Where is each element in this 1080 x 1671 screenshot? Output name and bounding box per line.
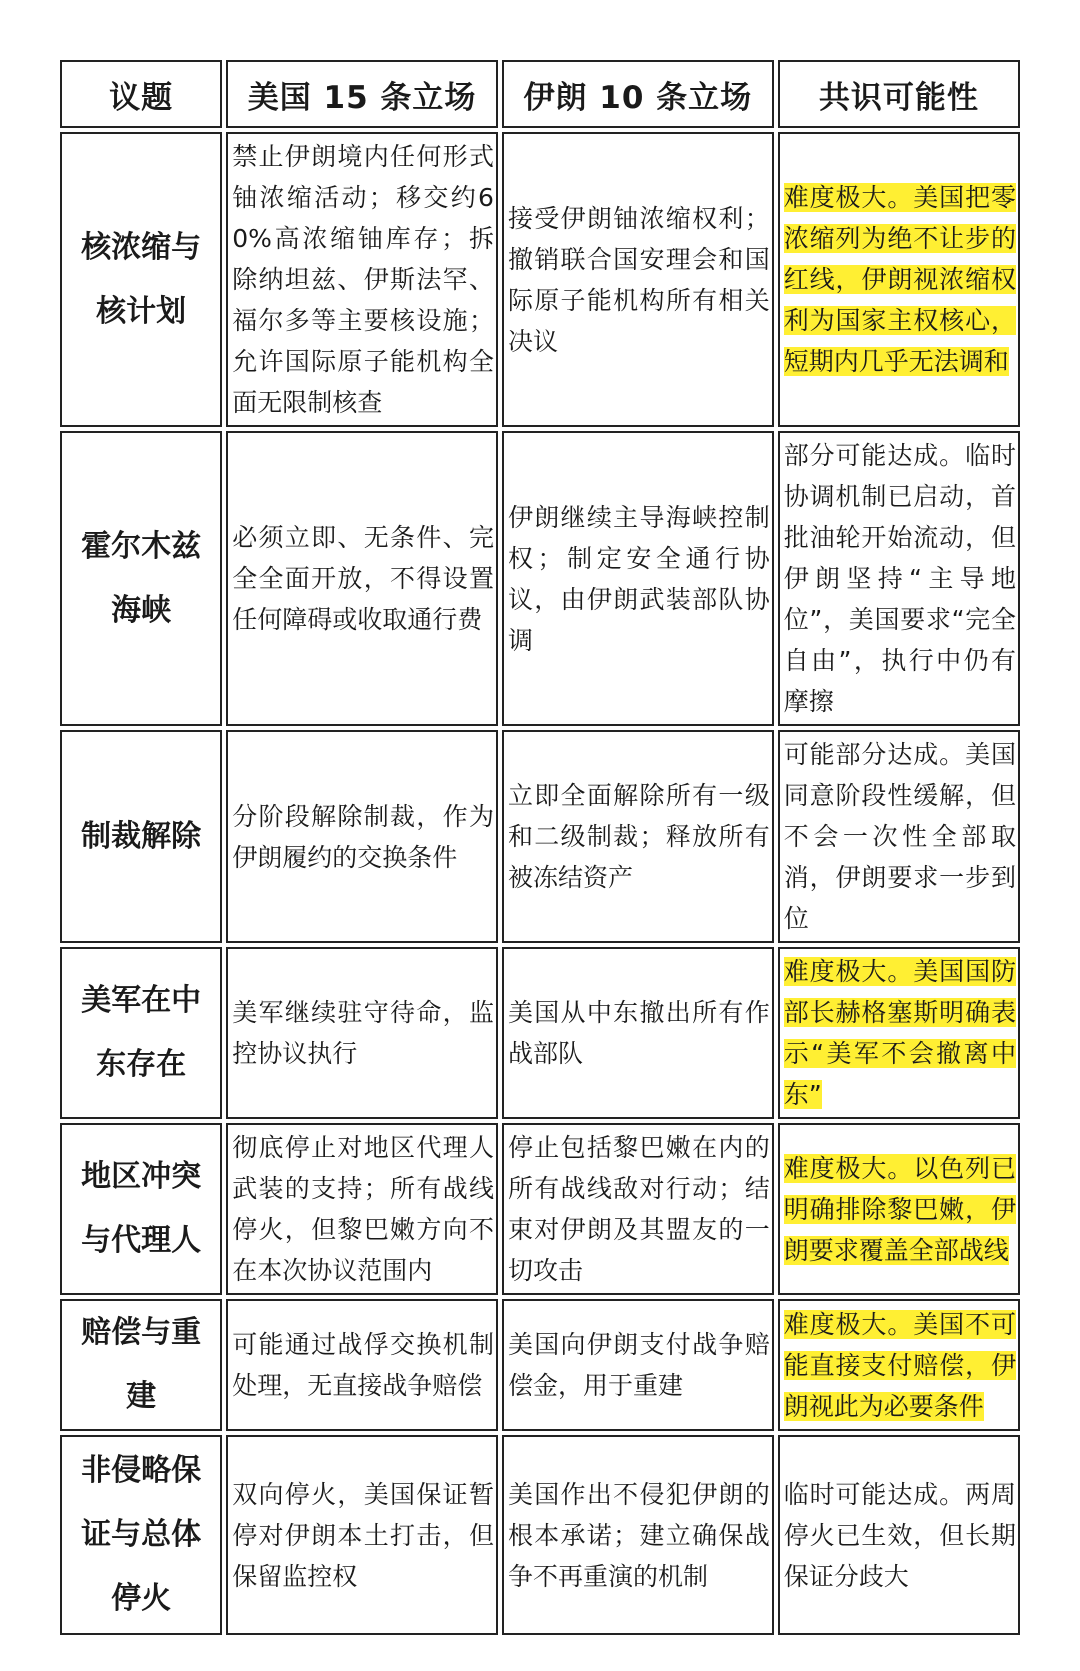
us-position-cell: 双向停火，美国保证暂停对伊朗本土打击，但保留监控权: [226, 1435, 498, 1635]
topic-cell: 美军在中东存在: [60, 947, 222, 1119]
table-row: [60, 1299, 1020, 1431]
iran-position-cell: 接受伊朗铀浓缩权利；撤销联合国安理会和国际原子能机构所有相关决议: [502, 132, 774, 427]
consensus-text: 难度极大。美国国防部长赫格塞斯明确表示“美军不会撤离中东”: [783, 957, 1016, 1109]
header-topic: 议题: [60, 60, 222, 128]
table-row: [60, 1123, 1020, 1295]
topic-cell: 赔偿与重建: [60, 1299, 222, 1431]
us-position-cell: 分阶段解除制裁，作为伊朗履约的交换条件: [226, 730, 498, 943]
iran-position-cell: 美国作出不侵犯伊朗的根本承诺；建立确保战争不再重演的机制: [502, 1435, 774, 1635]
header-iran-position: 伊朗 10 条立场: [502, 60, 774, 128]
positions-table: [56, 56, 1024, 1639]
consensus-cell: [778, 947, 1020, 1119]
us-position-cell: 禁止伊朗境内任何形式铀浓缩活动；移交约60%高浓缩铀库存；拆除纳坦兹、伊斯法罕、福尔多等主要核设施；允许国际原子能机构全面无限制核查: [226, 132, 498, 427]
consensus-text: 临时可能达成。两周停火已生效，但长期保证分歧大: [783, 1479, 1016, 1591]
us-position-cell: 必须立即、无条件、完全全面开放，不得设置任何障碍或收取通行费: [226, 431, 498, 726]
table-row: [60, 1435, 1020, 1635]
consensus-text: 难度极大。美国把零浓缩列为绝不让步的红线，伊朗视浓缩权利为国家主权核心，短期内几乎无法调和: [783, 183, 1016, 376]
header-consensus: 共识可能性: [778, 60, 1020, 128]
table-row: [60, 132, 1020, 427]
iran-position-cell: 立即全面解除所有一级和二级制裁；释放所有被冻结资产: [502, 730, 774, 943]
consensus-cell: [778, 132, 1020, 427]
topic-cell: 核浓缩与核计划: [60, 132, 222, 427]
table-row: [60, 947, 1020, 1119]
consensus-cell: [778, 730, 1020, 943]
topic-cell: 非侵略保证与总体停火: [60, 1435, 222, 1635]
us-position-cell: 美军继续驻守待命，监控协议执行: [226, 947, 498, 1119]
us-position-cell: 彻底停止对地区代理人武装的支持；所有战线停火，但黎巴嫩方向不在本次协议范围内: [226, 1123, 498, 1295]
consensus-cell: [778, 1123, 1020, 1295]
iran-position-cell: 伊朗继续主导海峡控制权；制定安全通行协议，由伊朗武装部队协调: [502, 431, 774, 726]
topic-cell: 制裁解除: [60, 730, 222, 943]
table-row: [60, 730, 1020, 943]
consensus-text: 难度极大。美国不可能直接支付赔偿，伊朗视此为必要条件: [783, 1309, 1016, 1421]
header-us-position: 美国 15 条立场: [226, 60, 498, 128]
consensus-text: 难度极大。以色列已明确排除黎巴嫩，伊朗要求覆盖全部战线: [783, 1153, 1016, 1265]
header-row: [60, 60, 1020, 128]
iran-position-cell: 美国从中东撤出所有作战部队: [502, 947, 774, 1119]
consensus-text: 部分可能达成。临时协调机制已启动，首批油轮开始流动，但伊朗坚持“主导地位”，美国要求“完全自由”，执行中仍有摩擦: [783, 441, 1016, 716]
consensus-text: 可能部分达成。美国同意阶段性缓解，但不会一次性全部取消，伊朗要求一步到位: [783, 740, 1016, 933]
consensus-cell: [778, 1299, 1020, 1431]
consensus-cell: [778, 1435, 1020, 1635]
topic-cell: 地区冲突与代理人: [60, 1123, 222, 1295]
table-row: [60, 431, 1020, 726]
consensus-cell: [778, 431, 1020, 726]
iran-position-cell: 停止包括黎巴嫩在内的所有战线敌对行动；结束对伊朗及其盟友的一切攻击: [502, 1123, 774, 1295]
us-position-cell: 可能通过战俘交换机制处理，无直接战争赔偿: [226, 1299, 498, 1431]
topic-cell: 霍尔木兹海峡: [60, 431, 222, 726]
iran-position-cell: 美国向伊朗支付战争赔偿金，用于重建: [502, 1299, 774, 1431]
